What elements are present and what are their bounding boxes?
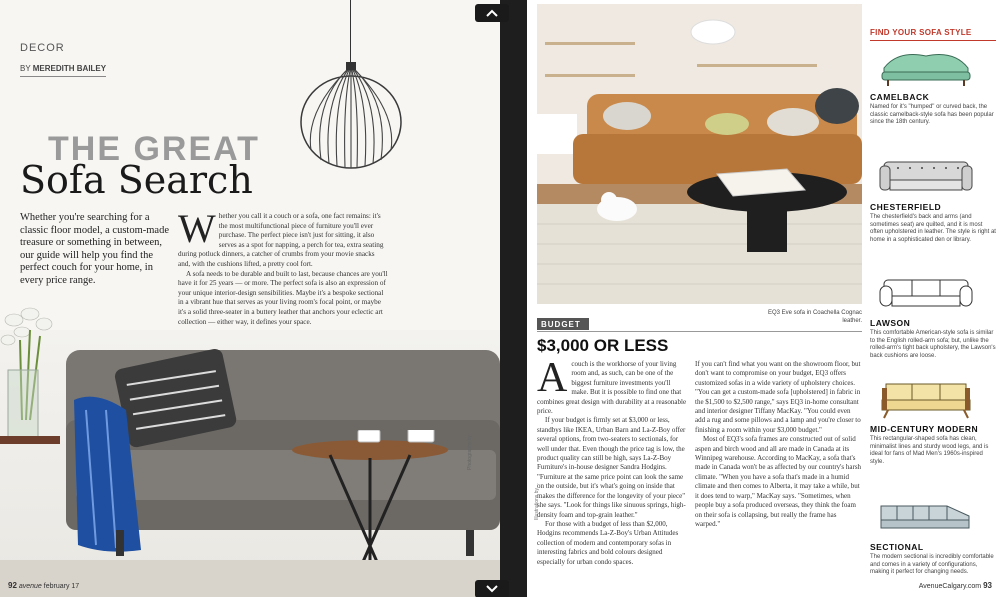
sofa-style-chesterfield xyxy=(870,156,996,244)
sofa-style-sectional xyxy=(870,496,996,577)
body-paragraph: couch is the workhorse of your living room and, as such, can be one of the biggest furniture investments you'll make. But it is possible to find one that combines great design with durability at a reasonable price. xyxy=(537,360,687,416)
style-description: This rectangular-shaped sofa has clean, minimalist lines and sturdy wood legs, and is ideal for fans of Mad Men's 1960s-inspired style. xyxy=(870,436,989,465)
folio-right xyxy=(919,581,992,590)
sofa-style-sidebar xyxy=(870,28,996,588)
style-name: CAMELBACK xyxy=(870,92,930,102)
intro-deck: Whether you're searching for a classic floor model, a custom-made treasure or something in between, our guide will help you find the perfect couch for your home, in every price range. xyxy=(20,212,169,286)
byline-prefix: BY xyxy=(20,64,31,73)
camelback-sofa-icon xyxy=(878,46,974,88)
publication-name: avenue xyxy=(18,583,42,590)
plant-image xyxy=(0,300,60,460)
page-number: 93 xyxy=(983,581,992,590)
body-paragraph: hether you call it a couch or a sofa, one fact remains: it's the most multifunctional piece of furniture you'll ever purchase. The perfect piece isn't just for sitting, it also serves as a spot for napping, a perch for tea, extra seating during potluck dinners, a catcher of crumbs from your movie snacks and, with the cushions lifted, a pretty cool fort. xyxy=(178,212,384,268)
style-name: CHESTERFIELD xyxy=(870,202,942,212)
previous-page-button[interactable] xyxy=(475,4,509,22)
page-number: 92 xyxy=(8,581,17,590)
price-heading: $3,000 OR LESS xyxy=(537,336,669,355)
body-paragraph: If your budget is firmly set at $3,000 or less, standbys like IKEA, Urban Barn and La-Z-Boy offer several options, from two-seaters to sectionals, for well under that. Even though the price tag is low, the product quality can still be high, says La-Z-Boy Furniture's in-house designer Sandra Hodgins. "Furniture at the same price point can look the same on the outside, but it's what's going on inside that makes the difference for the longevity of your piece" she says. "Look for things like sinuous springs, high-density foam and top-grain leather." xyxy=(537,416,686,519)
sofa-style-lawson xyxy=(870,272,996,360)
photo-caption: EQ3 Eve sofa in Coachella Cognac leather. xyxy=(767,310,862,324)
sofa-style-mid-century xyxy=(870,378,996,466)
folio-left xyxy=(8,581,79,590)
body-paragraph: For those with a budget of less than $2,000, Hodgins recommends La-Z-Boy's Urban Attitudes collection of modern and contemporary sofas in interesting fabrics and bold colours designed especially for urban condo spaces. xyxy=(537,519,679,566)
next-page-button[interactable] xyxy=(475,580,509,597)
style-description: The modern sectional is incredibly comfortable and comes in a variety of configurations, making it perfect for changing needs. xyxy=(870,554,994,576)
section-label: DECOR xyxy=(20,42,65,54)
byline xyxy=(20,64,106,77)
chevron-up-icon xyxy=(486,9,498,17)
lamp-cord xyxy=(350,0,351,64)
style-description: The chesterfield's back and arms (and sometimes seat) are quilted, and it is most often upholstered in leather. The style is right at home in a sophisticated den or library. xyxy=(870,214,996,243)
chesterfield-sofa-icon xyxy=(878,156,974,198)
illustration-credit: Illustrations by ... xyxy=(534,482,540,520)
gutter xyxy=(500,0,527,597)
sectional-sofa-icon xyxy=(870,496,980,538)
page-title: Sofa Search xyxy=(20,158,253,202)
intro-body xyxy=(178,206,388,327)
budget-tag: BUDGET xyxy=(537,318,589,330)
article-column-1 xyxy=(537,355,687,567)
mid-century-sofa-icon xyxy=(878,378,974,420)
article-column-2 xyxy=(695,360,862,529)
style-description: This comfortable American-style sofa is similar to the English rolled-arm sofa; but, unlike the rolled-arm's tight back upholstery, the Lawson's back cushions are loose. xyxy=(870,330,996,359)
right-page xyxy=(527,0,1000,597)
style-description: Named for it's "humped" or curved back, the classic camelback-style sofa has been popular since the 18th century. xyxy=(870,104,994,126)
sofa-style-camelback xyxy=(870,46,996,127)
style-name: LAWSON xyxy=(870,318,911,328)
drop-cap: W xyxy=(178,206,216,251)
issue-date: february 17 xyxy=(43,583,80,590)
pendant-lamp-image xyxy=(295,60,407,172)
chevron-down-icon xyxy=(486,585,498,593)
body-paragraph: A sofa needs to be durable and built to last, because chances are you'll have it for 25 years — or more. The perfect sofa is also an expression of your unique interior-design sensibilities. Maybe it's a bespoke sectional in a vibrant hue that serves as your living room's focal point, or maybe it's a solid three-seater in a buttery leather that anchors your eclectic art collection — either way, it defines your space. xyxy=(178,269,388,326)
body-paragraph: Most of EQ3's sofa frames are constructed out of solid aspen and birch wood and all are made in Canada at its Winnipeg warehouse. According to MacKay, a sofa that's made in Canada won't be as affected by our country's harsh climate. "When you have a sofa that's made in a humid climate and then comes to Alberta, it may take a while, but it does tend to warp," MacKay says. "Sometimes, when people buy a sofa produced overseas, they think the foam on their sofa is collapsing, but really the frame has warped." xyxy=(695,435,862,528)
website: AvenueCalgary.com xyxy=(918,583,982,590)
photo-credit: Photography by ... xyxy=(467,429,473,470)
body-paragraph: If you can't find what you want on the showroom floor, but don't want to compromise on your budget, EQ3 offers customized sofas in a wide variety of upholstery choices. "You can get a custom-made sofa [upholstered] in fabric in the $1,500 to $2,500 range," says EQ3 in-home consultant and interior designer Tiffany MacKay. "You could even add a rug and some pillows and a lamp and you're closer to finishing a room within your $3,000 budget." xyxy=(695,360,861,434)
drop-cap: A xyxy=(537,355,568,401)
style-name: SECTIONAL xyxy=(870,542,924,552)
leather-sofa-photo xyxy=(537,4,862,304)
floor xyxy=(0,560,500,597)
style-name: MID-CENTURY MODERN xyxy=(870,424,979,434)
budget-rule xyxy=(537,331,862,332)
sidebar-heading: FIND YOUR SOFA STYLE xyxy=(870,28,996,41)
byline-author: MEREDITH BAILEY xyxy=(32,64,107,73)
title-kicker: THE GREAT xyxy=(48,130,260,168)
lawson-sofa-icon xyxy=(878,272,974,314)
